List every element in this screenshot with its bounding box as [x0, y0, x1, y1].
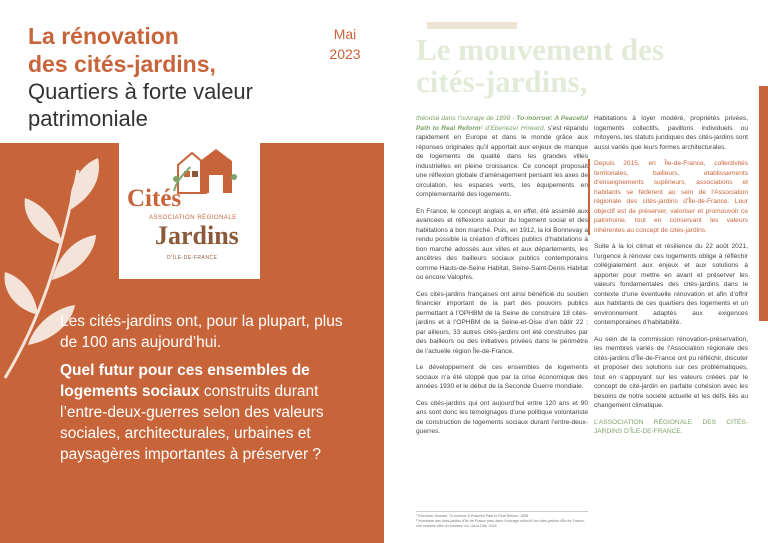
logo-word-cites: Cités	[127, 185, 182, 212]
paragraph-1-intro: théorisé dans l’ouvrage de 1898 -	[416, 115, 517, 122]
section-title-line-1: Le mouvement des	[416, 32, 664, 67]
date-month: Mai	[333, 26, 357, 42]
subtitle	[28, 78, 328, 132]
lead-question	[60, 360, 360, 465]
text-column-1	[416, 114, 588, 444]
paragraph-8: Au sein de la commission rénovation-préservation, les membres variés de l’Association régionale des cités-jardins d’Île-de-France ont pu réfléchir, discuter et proposer des solutions sur ces problématiques, tout en s’appuyant sur les valeurs créées par le concept de cité-jardin en parfaite cohésion avec les besoins de notre société actuelle et les défis liés au changement climatique.	[594, 335, 748, 409]
author: ¹ d’Ebenezer Howard,	[480, 124, 546, 132]
title-line-2: des cités-jardins,	[28, 51, 216, 77]
paragraph-1	[416, 114, 588, 200]
paragraph-3: Ces cités-jardins françaises ont ainsi bénéficié du soutien financier important de la part des pouvoirs publics permettant à l’OPHBM de la Seine de construire 18 cités-jardins et à l’OPHBM de la Seine-et-Oise d’en bâtir 22 ; par ailleurs, 33 autres cités-jardins ont été construites par des bailleurs ou des initiatives privées dans le périmètre de l’actuelle région Île-de-France.	[416, 290, 588, 355]
paragraph-6: Habitations à loyer modéré, propriétés privées, logements collectifs, pavillons individuels ou mitoyens, les statuts juridiques des cités-jardins sont aussi variés que leurs formes architecturales.	[594, 115, 748, 151]
footnotes	[416, 511, 588, 529]
section-title	[416, 34, 761, 98]
footnote-2: ² Inventaire des cités-jardins d’Île-de-France paru dans l’ouvrage collectif Les cités-jardins d’Île-de-France, une certaine idée du bonheur, ed. Lieux-Dits, 2018	[416, 519, 585, 528]
paragraph-2: En France, le concept anglais a, en effet, été assimilé aux avancées et réflexions autour du logement social et des habitations à bon marché. Puis, en 1912, la loi Bonnevay a rendu possible la création d’offices publics d’habitations à bon marché adossés aux villes et aux départements, les ancêtres des bailleurs sociaux publics contemporains comme Hauts-de-Seine Habitat, Seine-Saint-Denis Habitat ou encore Valophis.	[416, 207, 588, 281]
main-title	[28, 22, 328, 78]
lead-question-bold: Quel futur pour ces ensembles de logements sociaux	[60, 362, 310, 400]
subtitle-line-2: patrimoniale	[28, 106, 148, 131]
edge-tab	[759, 86, 768, 321]
date	[320, 24, 370, 64]
logo-region-label: D'ÎLE-DE-FRANCE	[167, 255, 218, 261]
signature: L’ASSOCIATION RÉGIONALE DES CITÉS-JARDINS D’ÎLE-DE-FRANCE.	[594, 418, 748, 435]
house-logo-icon	[172, 147, 238, 195]
logo-word-jardins: Jardins	[155, 221, 239, 250]
section-title-line-2: cités-jardins,	[416, 64, 588, 99]
highlight-paragraph: Depuis 2015, en Île-de-France, collectivités territoriales, bailleurs, établissements d’enseignements supérieurs, associations et habitants se fédèrent au sein de l’Association régionale des cités-jardins d’Île-de-France. Leur objectif est de préserver, valoriser et promouvoir ce patrimoine, tout en conservant les valeurs inhérentes au concept de cités-jardins.	[588, 159, 748, 235]
paragraph-4: Le développement de ces ensembles de logements sociaux n’a été stoppé que par la crise économique des années 1930 et le début de la Seconde Guerre mondiale.	[416, 364, 588, 390]
logo-association-label: ASSOCIATION RÉGIONALE	[149, 215, 237, 221]
date-year: 2023	[329, 46, 361, 62]
text-column-2	[594, 114, 748, 444]
association-logo	[119, 137, 260, 279]
subtitle-line-1: Quartiers à forte valeur	[28, 79, 253, 104]
paragraph-7: Suite à la loi climat et résilience du 22 août 2021, l’urgence à rénover ces logements oblige à réfléchir collégialement aux enjeux et aux solutions à apporter pour mettre en avant et préserver les valeurs fondamentales des cités-jardins dans le contexte d’une éventuelle rénovation et afin d’offrir aux habitants de ces quartiers des logements et un environnement adaptés aux exigences contemporaines d’habitabilité.	[594, 243, 748, 326]
paragraph-1-body: s’est répandu rapidement en Europe et dans le monde grâce aux réponses originales qu’il apportait aux enjeux de manque de logements de qualité dans les grandes villes industrielles en pleine croissance. Ce concept proposait une réflexion globale d’aménagement pensant les axes de circulation, les espaces verts, les équipements en complémentarité des logements.	[416, 124, 588, 198]
right-page	[384, 0, 768, 543]
header-bar	[427, 22, 517, 29]
lead-question-rest: construits durant l’entre-deux-guerres selon des valeurs sociales, architecturales, urbaines et paysagères importantes à préserver ?	[60, 383, 324, 463]
lead-intro: Les cités-jardins ont, pour la plupart, plus de 100 ans aujourd’hui.	[60, 313, 343, 351]
title-line-1: La rénovation	[28, 23, 179, 49]
book-title: To-morrow: A Peaceful Path to Real Reform	[416, 115, 588, 132]
footnote-1: ¹ Ebenezer Howard, To-morrow: A Peaceful Path to Real Reform, 1898	[416, 514, 529, 518]
paragraph-5: Ces cités-jardins qui ont aujourd’hui entre 120 ans et 90 ans sont donc les témoignages d’une politique volontariste de construction de logements sociaux durant l’entre-deux-guerres.	[416, 399, 588, 435]
